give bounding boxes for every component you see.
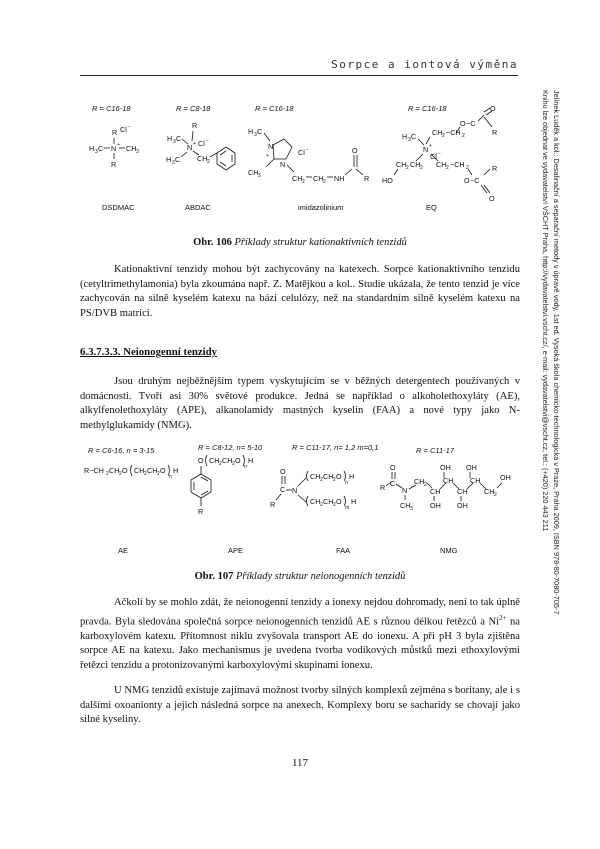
page-number: 117: [291, 757, 309, 769]
svg-text:O: O: [390, 463, 396, 472]
eq-structure: [382, 104, 497, 203]
fig106-label-imidazolinium: R = C16-18: [255, 104, 294, 113]
nmg-structure: [380, 463, 511, 512]
dsdmac-structure: [89, 124, 139, 169]
svg-text:2: 2: [424, 482, 427, 488]
svg-text:CH: CH: [323, 497, 334, 506]
svg-text:H: H: [349, 472, 355, 481]
svg-text:−: −: [438, 151, 441, 157]
svg-text:+: +: [193, 141, 196, 147]
figure-107-caption: [80, 571, 520, 582]
svg-text:−C: −C: [466, 119, 476, 128]
svg-text:O: O: [490, 104, 496, 113]
fig106-name-imidazolinium: imidazolinium: [298, 203, 344, 212]
svg-text:n: n: [169, 474, 172, 480]
svg-text:CH: CH: [126, 144, 137, 153]
svg-text:R: R: [364, 174, 370, 183]
svg-text:2: 2: [420, 165, 423, 171]
running-header: Sorpce a iontová výměna: [331, 58, 518, 71]
svg-text:OH: OH: [440, 463, 451, 472]
faa-structure: [270, 467, 356, 511]
svg-text:3: 3: [136, 149, 139, 155]
svg-text:2: 2: [462, 133, 465, 139]
paragraph-nmg-complexes: U NMG tenzidů existuje zajímavá možnost tvorby silných komplexů zejména s boritany, ale i s dalšími oxoanionty a jejich následná sorpce na anexech. Komplexy boru se sacharidy se chovají jako silné kyseliny.: [80, 685, 520, 726]
svg-text:n: n: [345, 480, 348, 486]
svg-text:3: 3: [95, 149, 98, 155]
svg-text:H: H: [166, 155, 172, 164]
figure-106-caption: [80, 237, 520, 248]
nickel-charge-superscript: 2+: [499, 613, 507, 622]
svg-text:C: C: [175, 155, 181, 164]
svg-text:+: +: [117, 142, 120, 148]
fig107-name-ape: APE: [228, 546, 244, 555]
svg-text:Cl: Cl: [198, 139, 205, 148]
svg-text:OH: OH: [457, 501, 468, 510]
svg-text:N: N: [268, 142, 274, 151]
svg-text:CH: CH: [410, 160, 421, 169]
svg-text:3: 3: [408, 137, 411, 143]
svg-text:CH: CH: [248, 168, 259, 177]
svg-text:−: −: [306, 147, 309, 153]
paragraph-ae-sorption-part1: Ačkoli by se mohlo zdát, že neionogenní tenzidy a ionexy nejdou dohromady, není to tak úplně pravda. Byla sledována společná sorpce neionogenních tenzidů AE s různou délkou řetězců a Ni: [80, 597, 520, 628]
fig107-name-nmg: NMG: [440, 546, 458, 555]
svg-text:−CH: −CH: [450, 160, 465, 169]
svg-text:N: N: [402, 486, 408, 495]
svg-text:H: H: [173, 466, 179, 475]
svg-text:H: H: [248, 456, 254, 465]
svg-text:H: H: [351, 497, 357, 506]
fig106-name-dsdmac: DSDMAC: [102, 203, 135, 212]
sidebar-citation-line1: Jelínek Luděk a kol.: Desalinační a separační metody v úpravě vody, 1st ed. Vysoká škola chemicko-technologická v Praze, Praha 2009, ISBN 978-80-7080-705-7: [552, 90, 561, 615]
header-rule: [80, 75, 518, 76]
svg-text:n: n: [244, 464, 247, 470]
svg-text:CH: CH: [443, 476, 454, 485]
svg-text:2: 2: [232, 461, 235, 467]
svg-text:2: 2: [119, 471, 122, 477]
paragraph-cationic-sorption: Kationaktivní tenzidy mohou být zachycovány na katexech. Sorpce kationaktivního tenzidu (cetyltrimethylamonia) byla zkoumána např. Z. Matějkou a kol.. Studie ukázala, že tento tenzid je více zachycován na silně kyselém katexu na bázi celulózy, než na standardním silně kyselém katexu na PS/DVB matrici.: [80, 264, 520, 319]
svg-text:CH: CH: [292, 174, 303, 183]
svg-text:2: 2: [406, 165, 409, 171]
svg-text:N: N: [280, 160, 286, 169]
svg-text:Cl: Cl: [430, 152, 437, 161]
svg-text:C: C: [98, 144, 104, 153]
svg-text:2: 2: [333, 502, 336, 508]
svg-text:2: 2: [157, 471, 160, 477]
figure-107-structures: [80, 440, 520, 570]
sidebar-citation: [532, 90, 562, 620]
svg-text:CH: CH: [310, 497, 321, 506]
svg-text:C: C: [411, 132, 417, 141]
svg-text:CH: CH: [432, 128, 443, 137]
svg-text:R: R: [270, 500, 276, 509]
svg-text:3: 3: [258, 173, 261, 179]
svg-text:O: O: [464, 176, 470, 185]
svg-text:Cl: Cl: [120, 125, 127, 134]
svg-text:2: 2: [144, 471, 147, 477]
figure-106-caption-text: Příklady struktur kationaktivních tenzidů: [234, 237, 407, 248]
ape-structure: [191, 455, 253, 516]
svg-text:R: R: [492, 128, 498, 137]
svg-text:2: 2: [320, 502, 323, 508]
svg-text:−CH: −CH: [446, 128, 461, 137]
svg-text:N: N: [187, 143, 193, 152]
svg-text:CH: CH: [313, 174, 324, 183]
svg-text:2: 2: [446, 165, 449, 171]
svg-text:3: 3: [410, 506, 413, 512]
svg-text:O: O: [160, 466, 166, 475]
svg-text:H: H: [248, 127, 254, 136]
svg-text:2: 2: [333, 477, 336, 483]
svg-text:Cl: Cl: [298, 148, 305, 157]
fig106-label-abdac: R = C8-18: [176, 104, 211, 113]
svg-text:CH: CH: [222, 456, 233, 465]
svg-text:C: C: [176, 134, 182, 143]
svg-text:2: 2: [323, 179, 326, 185]
svg-text:O: O: [336, 497, 342, 506]
paragraph-ae-sorption-part2: na karboxylovém katexu. Přítomnost niklu zvyšovala transport AE do ionexu. A při pH 3 byla zjištěna sorpce AE na katexu. Jako mechanismus je uvedena tvorba vodíkových můstků mezi ethoxylovými řetězci tenzidu a protonizovanými karboxylovými skupinami ionexu.: [80, 616, 520, 671]
svg-text:2: 2: [494, 492, 497, 498]
svg-text:CH: CH: [414, 477, 425, 486]
svg-text:O: O: [489, 194, 495, 203]
svg-text:N: N: [292, 486, 298, 495]
paragraph-ae-sorption: [80, 596, 520, 674]
svg-text:C: C: [390, 479, 396, 488]
svg-text:2: 2: [207, 159, 210, 165]
svg-text:R: R: [198, 507, 204, 516]
svg-text:O: O: [235, 456, 241, 465]
svg-text:R: R: [192, 121, 198, 130]
svg-text:H: H: [89, 144, 95, 153]
paragraph-nonionic-types: Jsou druhým nejběžnějším typem vyskytujícím se v běžných detergentech používaných v domácnosti. Tvoří asi 30% světové produkce. Jedná se například o alkoholethoxyláty (AE), alkylfenolethoxyláty (APE), alkanolamidy mastných kyselin (FAA) a nové typy jako N-methylglukamidy (NMG).: [80, 376, 520, 431]
svg-text:O: O: [336, 472, 342, 481]
svg-text:O: O: [122, 466, 128, 475]
svg-text:3: 3: [172, 160, 175, 166]
fig107-label-ae: R = C6-16, n = 3-15: [88, 446, 155, 455]
figure-106-structures: [80, 97, 520, 227]
svg-text:O: O: [460, 119, 466, 128]
svg-text:CH: CH: [400, 501, 411, 510]
sidebar-citation-line2: Knihu lze objednat ve vydavatelství VŠCHT Praha, http://vydavatelstvi.vscht.cz/, e-mail: vydavatelstvi@vscht.cz, tel.: (+420) 220 443 211: [541, 90, 550, 532]
imidazolinium-structure: [248, 127, 369, 185]
fig107-label-nmg: R = C11-17: [416, 446, 455, 455]
ae-structure: [84, 465, 178, 480]
section-heading: 6.3.7.3.3. Neionogenní tenzidy: [80, 346, 218, 358]
svg-text:+: +: [429, 143, 432, 149]
abdac-structure: [166, 121, 235, 170]
svg-text:H: H: [402, 132, 408, 141]
fig106-name-eq: EQ: [426, 203, 437, 212]
svg-text:CH: CH: [484, 487, 495, 496]
svg-text:m: m: [345, 505, 350, 511]
svg-text:2: 2: [219, 461, 222, 467]
svg-text:CH: CH: [430, 487, 441, 496]
svg-text:OH: OH: [500, 473, 511, 482]
svg-text:CH: CH: [323, 472, 334, 481]
fig107-name-faa: FAA: [336, 546, 351, 555]
svg-text:O: O: [352, 146, 358, 155]
svg-text:CH: CH: [457, 487, 468, 496]
svg-text:2: 2: [466, 165, 469, 171]
svg-text:N: N: [423, 145, 429, 154]
svg-text:+: +: [266, 153, 269, 159]
svg-text:CH: CH: [134, 466, 145, 475]
figure-107-caption-text: Příklady struktur neionogenních tenzidů: [235, 571, 406, 582]
svg-text:NH: NH: [334, 174, 345, 183]
svg-text:R: R: [380, 483, 386, 492]
svg-text:3: 3: [254, 132, 257, 138]
svg-text:R: R: [492, 164, 498, 173]
svg-text:CH: CH: [147, 466, 158, 475]
svg-text:N: N: [111, 144, 117, 153]
svg-text:R: R: [111, 160, 117, 169]
fig107-name-ae: AE: [118, 546, 129, 555]
svg-text:CH: CH: [436, 160, 447, 169]
fig106-label-dsdmac: R = C16-18: [92, 104, 131, 113]
fig106-label-eq: R = C16-18: [408, 104, 447, 113]
svg-text:R−CH: R−CH: [84, 466, 104, 475]
svg-text:HO: HO: [382, 176, 393, 185]
svg-text:CH: CH: [197, 154, 208, 163]
svg-text:O: O: [198, 456, 204, 465]
svg-text:CH: CH: [396, 160, 407, 169]
svg-text:OH: OH: [430, 501, 441, 510]
svg-text:CH: CH: [470, 476, 481, 485]
figure-106-number: Obr. 106: [193, 237, 232, 248]
svg-text:CH: CH: [310, 472, 321, 481]
svg-text:2: 2: [302, 179, 305, 185]
svg-text:CH: CH: [209, 456, 220, 465]
svg-text:OH: OH: [466, 463, 477, 472]
fig107-label-faa: R = C11-17, n= 1,2 m=0,1: [292, 443, 379, 452]
figure-107-number: Obr. 107: [194, 571, 234, 582]
svg-text:2: 2: [442, 133, 445, 139]
fig106-name-abdac: ABDAC: [185, 203, 211, 212]
svg-text:−: −: [128, 124, 131, 130]
svg-text:C: C: [257, 127, 263, 136]
svg-text:C: C: [280, 485, 286, 494]
svg-text:2: 2: [106, 471, 109, 477]
svg-text:2: 2: [320, 477, 323, 483]
svg-text:R: R: [112, 128, 118, 137]
svg-text:3: 3: [173, 139, 176, 145]
svg-text:O: O: [280, 467, 286, 476]
svg-text:CH: CH: [109, 466, 120, 475]
fig107-label-ape: R = C8-12, n= 5-10: [198, 443, 263, 452]
svg-text:−: −: [206, 138, 209, 144]
svg-text:−C: −C: [470, 176, 480, 185]
svg-text:H: H: [167, 134, 173, 143]
